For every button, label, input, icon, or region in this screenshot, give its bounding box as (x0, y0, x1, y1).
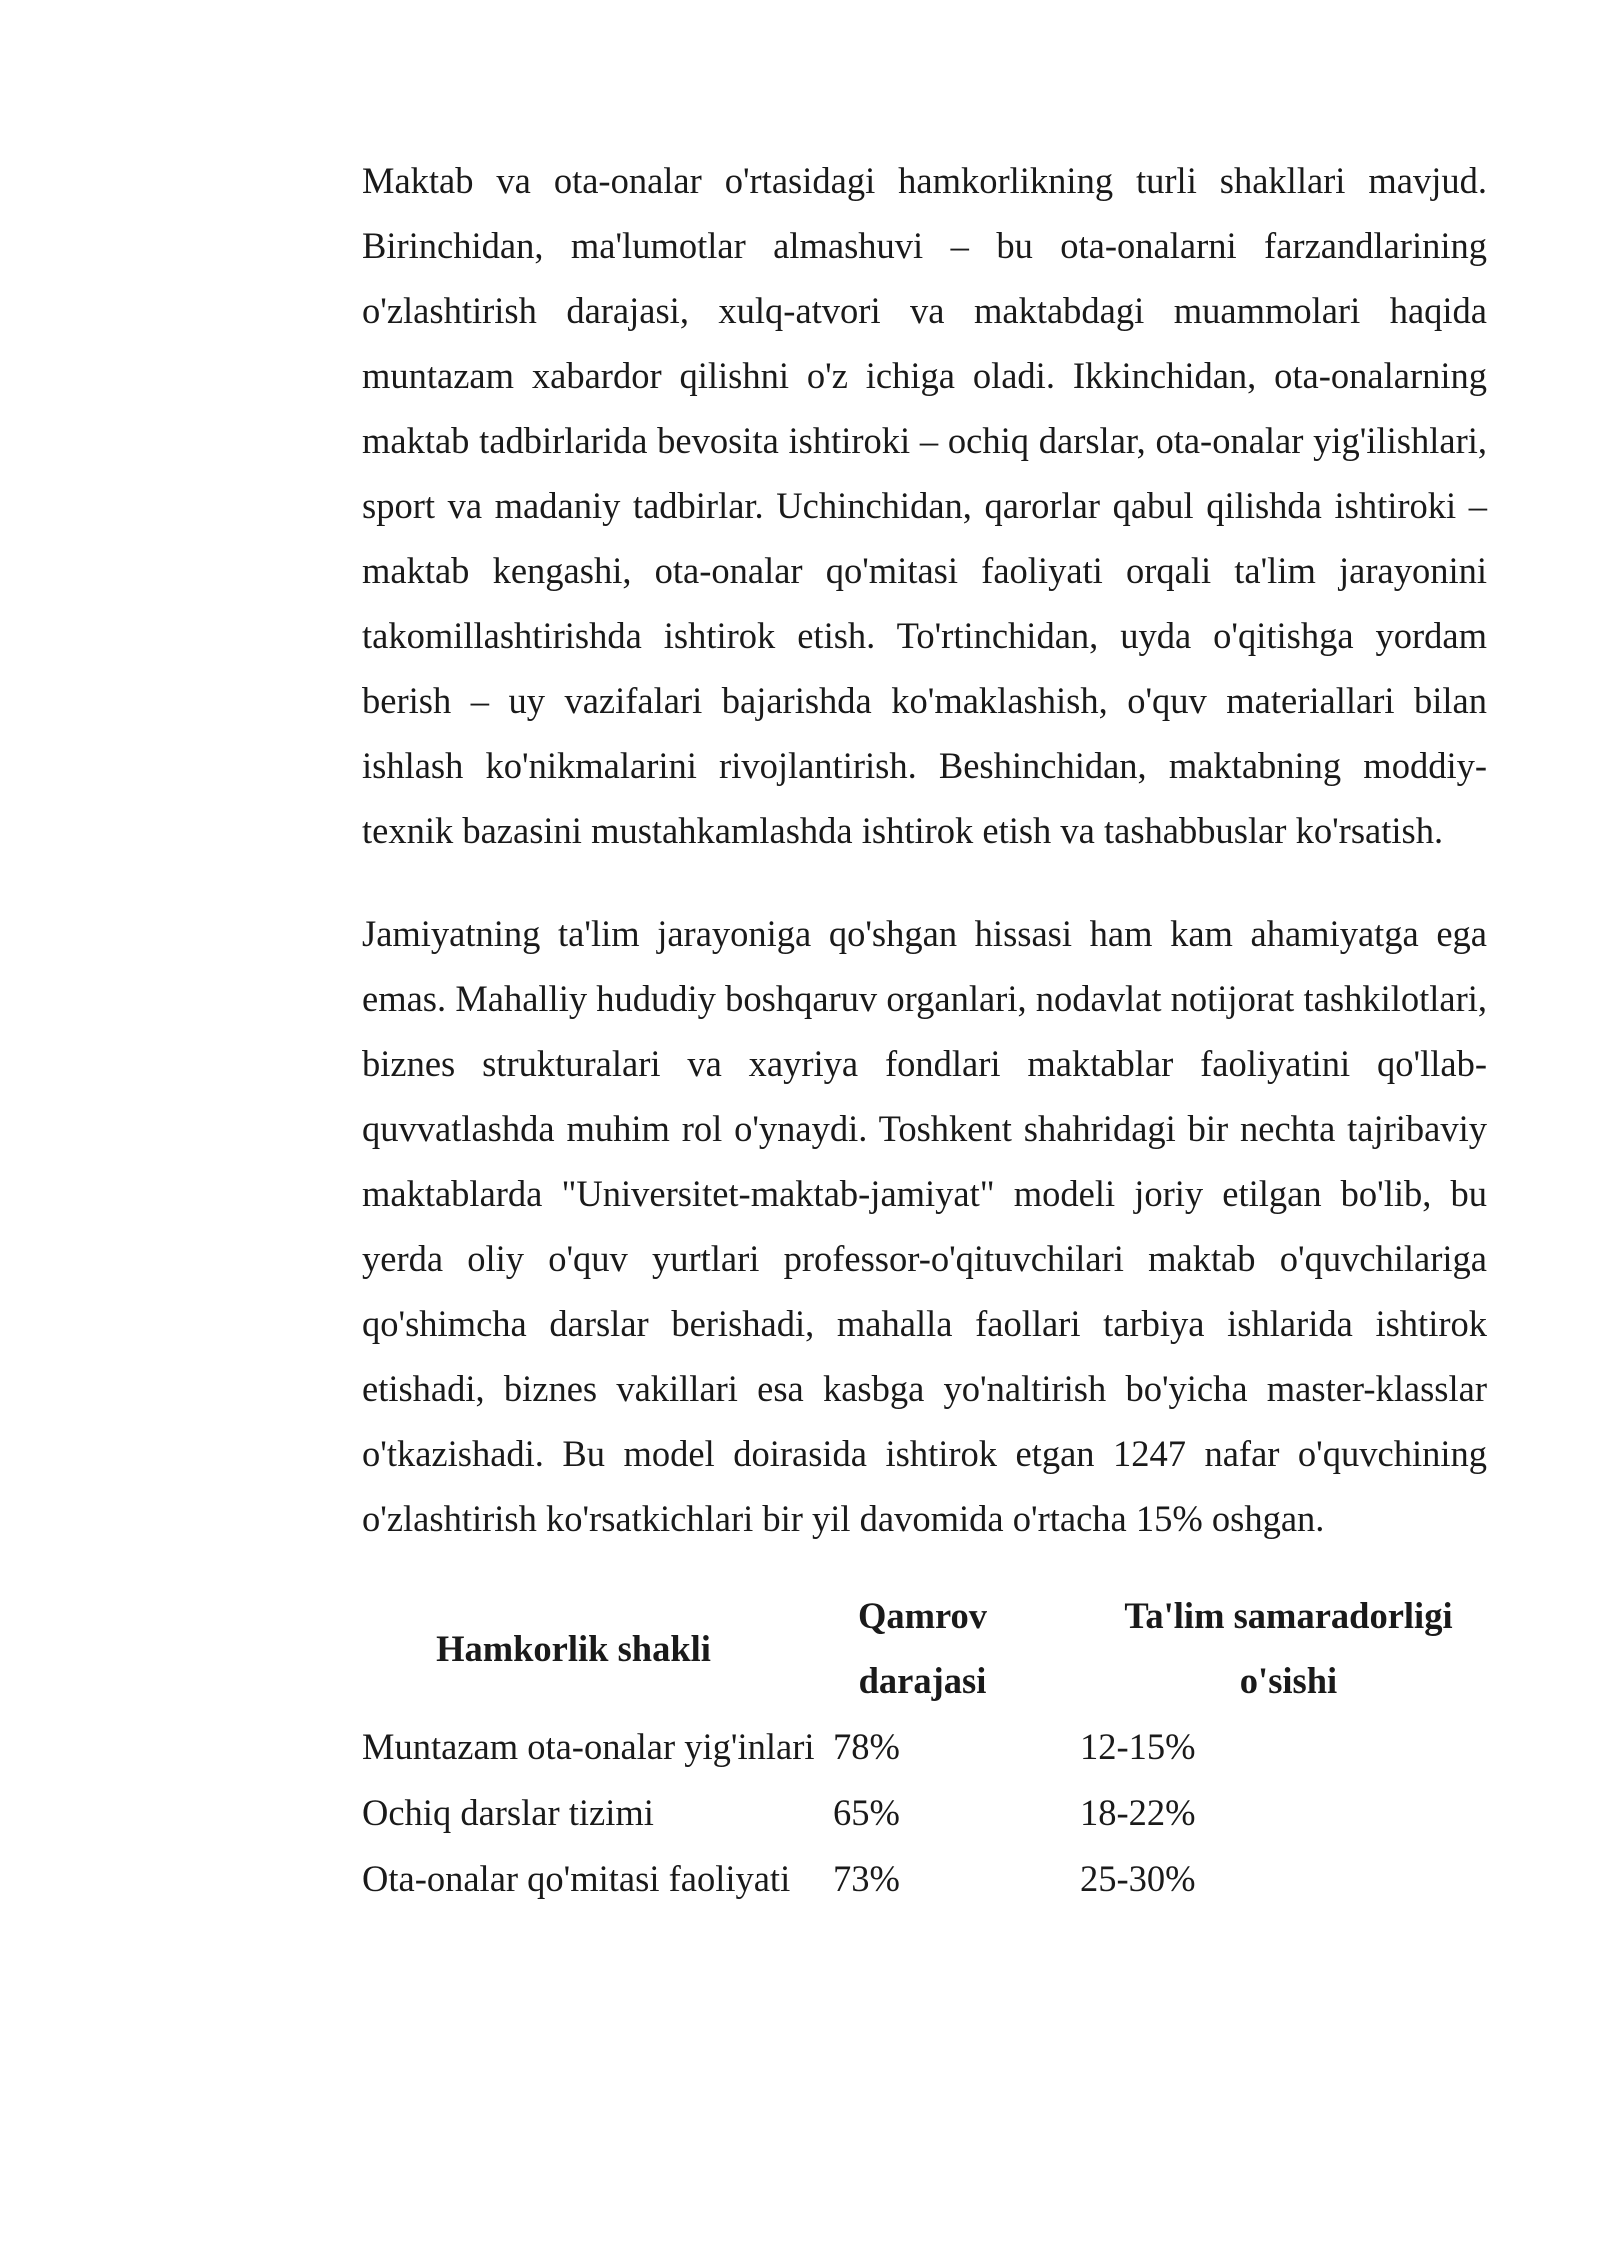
document-page (362, 148, 1487, 1911)
cell-coverage: 65% (833, 1792, 900, 1833)
cell-coverage: 73% (833, 1858, 900, 1899)
table-header-row (362, 1583, 1487, 1713)
cell-coverage: 78% (833, 1726, 900, 1767)
body-paragraph: Jamiyatning ta'lim jarayoniga qo'shgan hissasi ham kam ahamiyatga ega emas. Mahalliy hududiy boshqaruv organlari, nodavlat notijorat tashkilotlari, biznes strukturalari va xayriya fondlari maktablar faoliyatini qo'llab-quvvatlashda muhim rol o'ynaydi. Toshkent shahridagi bir nechta tajribaviy maktablarda "Universitet-maktab-jamiyat" modeli joriy etilgan bo'lib, bu yerda oliy o'quv yurtlari professor-o'qituvchilari maktab o'quvchilariga qo'shimcha darslar berishadi, mahalla faollari tarbiya ishlarida ishtirok etishadi, biznes vakillari esa kasbga yo'naltirish bo'yicha master-klasslar o'tkazishadi. Bu model doirasida ishtirok etgan 1247 nafar o'quvchining o'zlashtirish ko'rsatkichlari bir yil davomida o'rtacha 15% oshgan. (362, 913, 1487, 1539)
cell-efficiency: 18-22% (1080, 1792, 1196, 1833)
table-row (362, 1713, 1487, 1779)
cell-efficiency: 25-30% (1080, 1858, 1196, 1899)
table-row (362, 1845, 1487, 1911)
cell-efficiency: 12-15% (1080, 1726, 1196, 1767)
collaboration-table (362, 1583, 1487, 1911)
cell-form: Muntazam ota-onalar yig'inlari (362, 1726, 815, 1767)
header-form: Hamkorlik shakli (436, 1627, 711, 1669)
table-row (362, 1779, 1487, 1845)
header-efficiency: Ta'lim samaradorligi o'sishi (1124, 1595, 1453, 1701)
header-coverage: Qamrov darajasi (857, 1595, 988, 1701)
body-paragraph: Maktab va ota-onalar o'rtasidagi hamkorlikning turli shakllari mavjud. Birinchidan, ma'lumotlar almashuvi – bu ota-onalarni farzandlarining o'zlashtirish darajasi, xulq-atvori va maktabdagi muammolari haqida muntazam xabardor qilishni o'z ichiga oladi. Ikkinchidan, ota-onalarning maktab tadbirlarida bevosita ishtiroki – ochiq darslar, ota-onalar yig'ilishlari, sport va madaniy tadbirlar. Uchinchidan, qarorlar qabul qilishda ishtiroki – maktab kengashi, ota-onalar qo'mitasi faoliyati orqali ta'lim jarayonini takomillashtirishda ishtirok etish. To'rtinchidan, uyda o'qitishga yordam berish – uy vazifalari bajarishda ko'maklashish, o'quv materiallari bilan ishlash ko'nikmalarini rivojlantirish. Beshinchidan, maktabning moddiy-texnik bazasini mustahkamlashda ishtirok etish va tashabbuslar ko'rsatish. (362, 160, 1487, 851)
cell-form: Ota-onalar qo'mitasi faoliyati (362, 1858, 791, 1899)
cell-form: Ochiq darslar tizimi (362, 1792, 654, 1833)
